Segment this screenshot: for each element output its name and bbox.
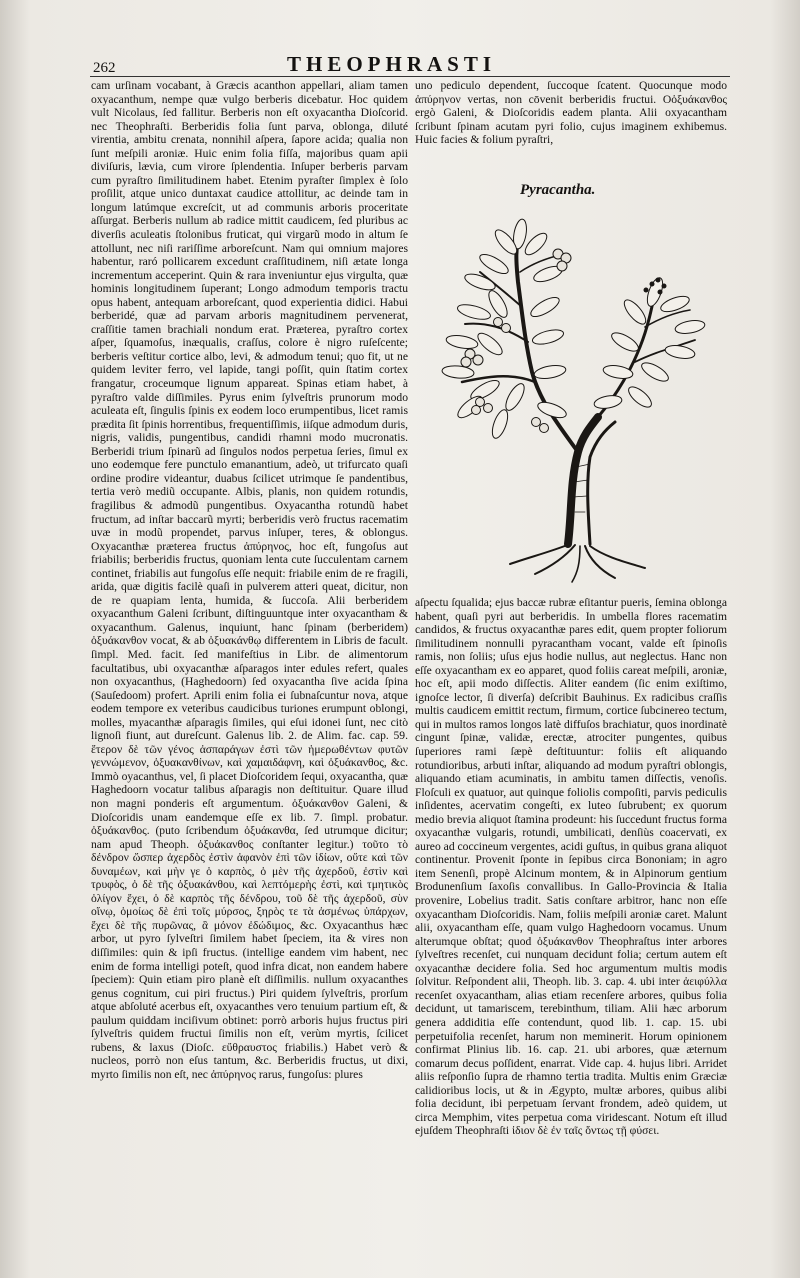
header-rule (90, 76, 730, 77)
figure-caption: Pyracantha. (520, 182, 596, 198)
page-number: 262 (93, 60, 116, 76)
running-title: THEOPHRASTI (287, 52, 497, 76)
right-top-text-block (415, 79, 727, 175)
pyracantha-woodcut-illustration (440, 212, 720, 584)
right-bottom-text: aſpectu ſqualida; ejus baccæ rubræ eſitantur pueris, ſemina oblonga habent, quaſi pyri aut berberidis. In umbella flores racematim candidos, & fructus oxyacanthæ pares edit, quem propter foliorum ſimilitudinem nonnulli pyracantham vocant, valde eſt ſpinoſis ramis, non ſoliis; uſus ejus hodie nullus, aut neglectus. Hanc non eſſe oxyacantham ex eo apparet, quod foliis careat meſpili, aroniæ, hoc eſt, apii modo diſſectis. Aliter eandem (ſic enim exiſtimo, ignoſce lector, ſi diverſa) deſcribit Bauhinus. Ex radicibus craſſis multis caudicem emittit rectum, firmum, cortice ſubcinereo tectum, qui in multos ramos longos latè diffuſos brachiatur, quos inordinatè cingunt ſpinæ, validæ, erectæ, atrociter pungentes, quibus ſuperiores rami ſæpè deſtituuntur: foliis eſt aliquando rotundioribus, arbuti inſtar, aliquando ad modum pyraſtri oblongis, aliquando etiam acuminatis, in ambitu tamen diſſectis, venoſis. Floſculi ex quatuor, aut quinque foliolis compoſiti, parvis pediculis inſidentes, acervatim congeſti, ex luteo ſubrubent; ex quorum medio brevia aliquot ſtamina prodeunt: his ſuccedunt fructus forma oxyacanthæ vulgaris, rotundi, umbilicati, denſiùs coacervati, ex aureo ad coccineum vergentes, acidi guſtus, in quibus grana aliquot continentur. Provenit ſponte in ſepibus circa Bononiam; in agro item Senenſi, propè Alcinum montem, & in Alpinorum gentium Brodunenſium ſaxoſis convallibus. In Gallo-Provincia & Italia provenire, Lobelius tradit. Satis conſtare arbitror, hanc non eſſe oxyacantham Dioſcoridis. Nam, foliis meſpili aroniæ caret. Malunt alii, oxyacantham eſſe, quam vulgo Haghedoorn vocamus. Unum alterumque obſtat; quod ὀξυάκανθον Theophraſtus inter arbores ſylveſtres recenſet, cui nunquam decidunt folia; certum autem eſt oxyacanthæ decidere folia. Sed hoc argumentum multis modis ſolvitur. Reſpondent alii, Theoph. lib. 3. cap. 4. ubi inter ἀειφύλλα recenſet oxyacantham, alias etiam recenſere arbores, quibus folia decidunt, ut tamariscem, terebinthum, tiliam. Alii hæc arborum genera addiditia eſſe contendunt, quod lib. 1. cap. 15. ubi perpetuifolia recenſet, harum non meminerit. Horum opinionem confirmat Plinius lib. 16. cap. 21. ubi arbores, quæ æternum comarum decus poſſident, enarrat. Vide cap. 4. hujus libri. Arridet aliis reſponſio ſupra de rhamno tertia tradita. Multis enim Græciæ calidioribus locis, ut & in Ægypto, multæ arbores, quibus alibi folia decidunt, ibi perpetuam ſervant frondem, adeò quidem, ut circa Memphim, vites perpetua coma viridescant. Notum eſt illud ejuſdem Theophraſti ἰδιον δὲ ἐν ταῖς ὄντως τῇ φύσει. (415, 596, 727, 1138)
left-text-column (91, 79, 408, 1274)
right-bottom-text-block (415, 596, 727, 1268)
left-column-text: cam urſinam vocabant, à Græcis acanthon appellari, aliam tamen oxyacanthum, nempe quæ vulgo berberis dicebatur. Hoc quidem vult Nicolaus, ſed fallitur. Berberis non eſt oxyacantha Dioſcorid. nec Theophraſti. Berberidis folia ſunt parva, oblonga, diluté virentia, ambitu crenata, nonnihil aſpera, ſapore acida; qualia non ſunt meſpili aroniæ. Huic enim folia fiſſa, majoribus quam apii diviſuris, lævia, cum virore ſplendentia. Inſuper berberis parvam cum pyraſtro ſimilitudinem habet. Etenim pyraſter ſimplex è ſolo proſilit, atque unico duntaxat caudice attollitur, ac deinde tam in longum latúmque excreſcit, ut ad communis arboris proceritate aſſurgat. Berberis nullum ab radice mittit caudicem, ſed pluribus ac diverſis aculeatis ſtolonibus fruticat, qui virgarũ modo in altum ſe attollunt, nec niſi rariſſime arboreſcunt. Nam qui omnium majores habentur, raró pollicarem excedunt craſſitudinem, niſi ætate longa incrementum acceperint. Quin & rara inveniuntur ejus virgulta, quæ hominis longitudinem ſuperant; Longo admodum temporis tractu opus habent, antequam arboreſcant, quod experientia didici. Habui berberidé, quæ ad parvam arboris magnitudinem pervenerat, craſſitie tamen brachiali nondum erat. Præterea, pyraſtro cortex aſper, ſquamoſus, inæqualis, craſſus, colore è nigro ruſeſcente; berberis veſtitur cortice albo, levi, & admodum tenui; quo fit, ut ne quidem leviter ferro, vel lapide, tangi poſſit, quin ſtatim cortex frangatur, croceumque lignum appareat. Spinas etiam habet, à pyraſtro valde diſſimiles. Pyrus enim ſylveſtris prunorum modo aculeata eſt, ſingulis ſpinis ex eodem loco erumpentibus, licet ramis prædita ſit ſpinis horrentibus, frequentiſſimis, iiſque admodum duris, nigris, validis, pungentibus, candidi rhamni modo mucronatis. Berberidi trium ſpinarũ ad ſingulos nodos perpetua ſeries, ſimul ex uno eodemque fere punctulo emanantium, adeò, ut trifurcato quaſi ordine prodire videantur, duabus ſcilicet utrimque ſe pandentibus, tertia verò mediũ occupante. Albis, planis, non quidem rotundis, fragilibus & admodũ pungentibus. Oxyacantha rotundũ habet fructum, ad inſtar baccarũ myrti; berberidis verò fructus racematim uvæ in modũ propendet, parvus inſuper, teres, & oblongus. Oxyacanthæ præterea fructus ἀπύρηνος, hoc eſt, fungoſus aut friabilis; berberidis fructus, quoniam lenta cute ſucculentam carnem continet, friabilis aut fungoſus eſſe nequit: friabile enim de re fragili, arida, quæ digitis facilè quaſi in pulverem atteri queat, dicitur, non de re quapiam lenta, humida, & ſuccoſa. Alii berberidem oxyacanthum Galeni ſcribunt, diſtinguuntque inter oxyacantham & oxyacanthum. Galenus, inquiunt, hanc ſpinam (berberidem) ὀξυάκανθον vocat, & ab ὀξυακάνθῳ differentem in Libris de facult. ſimpl. Med. facit. ſed manifeſtius in Libr. de alimentorum facultatibus, ubi oxyacanthæ aſparagos inter edules refert, quales non oxyacanthus, (Haghedoorn) ſed oxyacantha ſive acida ſpina (Sauſedoom) profert. Aprili enim folia ei ſubnaſcuntur nova, atque eodem tempore ex veteribus caudicibus turiones erumpunt oblongi, molles, myacanthæ aſparagis ſimiles, qui eſui idonei ſunt, nec citò lignoſi fiunt, aut dureſcunt. Galenus lib. 2. de Alim. fac. cap. 59. ἕτερον δὲ τῶν γένος ἀσπαράγων ἐστὶ τῶν ἡμερωθέντων φυτῶν γεννώμενον, ὀξυακανθίνων, καὶ χαμαιδάφνη, καὶ ὀξυάκανθος, &c. Immò oyacanthus, vel, ſi placet Dioſcoridem ſequi, oxyacantha, quæ Haghedoorn vocatur talibus aſparagis non deſtituitur. Quare illud non magni ponderis eſt argumentum. ὀξυάκανθον Galeni, & Dioſcoridis unam eandemque eſſe ex lib. 7. ſimpl. probatur. ὀξυάκανθος. (puto ſcribendum ὀξυάκανθα, ſed utrumque dicitur; nam apud Theoph. ὀξυάκανθος conſtanter legitur.) τοῦτο τὸ δένδρον ὥσπερ ἀχερδὸς ἐστὶν ἀφανὸν ἐπὶ τῶν ἰδίων, οὔτε καὶ τῶν δυναμέων, καὶ μὴν γε ὁ καρπὸς, ὁ μὲν τῆς ἀχερδοῦ, ἐστὶν καὶ τρυφὸς, ὁ δὲ τῆς ὀξυακάνθου, καὶ λεπτόμερὴς ἐστὶ, καὶ τμητικὸς ὀλίγον ἔχει, ὁ δὲ καρπὸς τῆς δένδρου, τοῦ δὲ τῆς ἀχερδοῦ, σὺν οἴνῳ, ὁμοίως δὲ ἐπὶ τοῖς μύρσος, ξηρὸς τε τὰ ἀσμένως ὑπάρχων, ἔχει δὲ τῆς πυρῶνας, ἃ μόνον ἐδώδιμος, &c. Oxyacanthus hæc arbor, ut pyro ſylveſtri ſimilem habet ſpeciem, ita & vires non diſſimiles: quin & ipſi fructus. (intellige eandem vim habent, nec enim de forma intelligi poteſt, quod infra dicat, non eandem habere ſpeciem): Quin etiam piro planè eſt diſſimilis. nullum oxyacanthes genus cognitum, cui piri fructus.) Piri quidem ſylveſtris, prorſum atque abſoluté acerbus eſt, oxyacanthes vero tenuium partium eſt, & paulum quiddam inciſivum obtinet: porrò arboris hujus fructus piri ſylveſtris quidem fructui ſimilis non eſt, verùm myrtis, ſcilicet rubens, & laxus (Dioſc. εὔθραυστος friabilis.) Habet verò & nucleos, porrò non eſus tantum, &c. Berberidis fructus, ut dixi, myrto ſimilis non eſt, nec ἀπύρηνος rarus, fungoſus: plures (91, 79, 408, 1081)
right-top-text: uno pediculo dependent, ſuccoque ſcatent. Quocunque modo ἀπύρηνον vertas, non cōvenit berberidis fructui. Oὀξυάκανθος ergò Galeni, & Dioſcoridis eadem planta. Alii oxyacantham ſcribunt ſpinam acutam pyri folio, cujus imaginem exhibemus. Huic facies & folium pyraſtri, (415, 79, 727, 147)
